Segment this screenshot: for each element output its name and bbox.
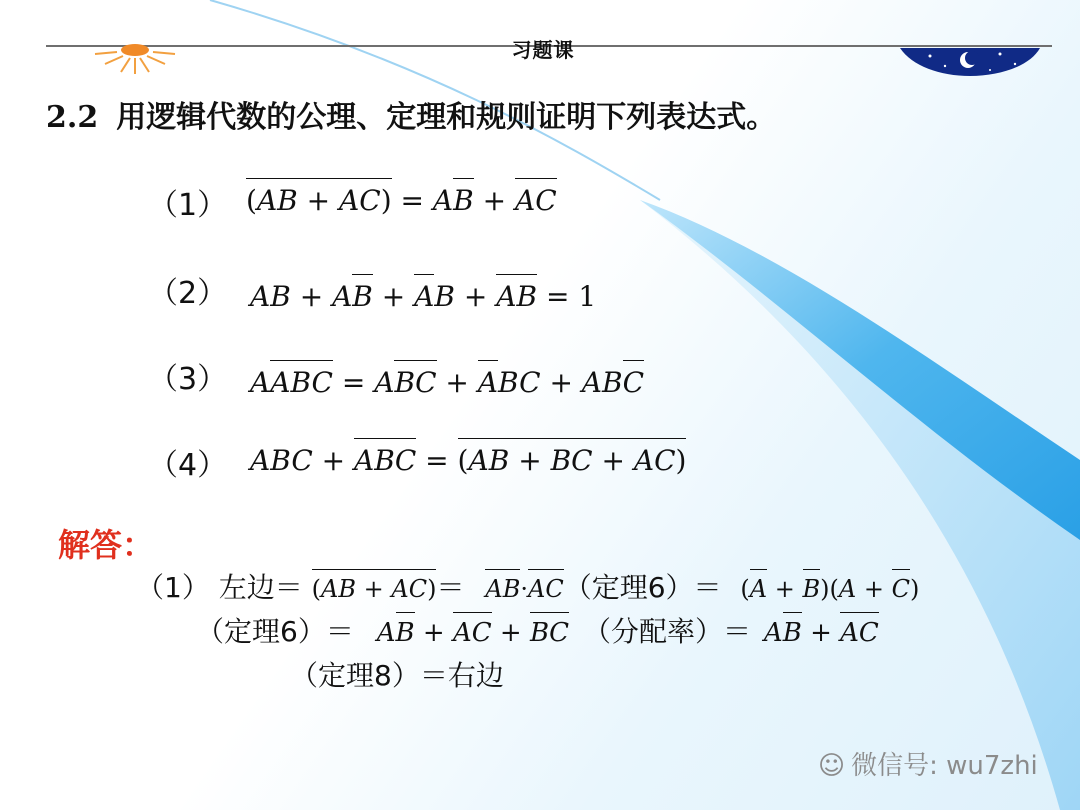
wechat-icon: ☺ [818,751,846,781]
answer-line2-expr1: AB + AC + BC [376,618,569,648]
formula-1: (AB + AC) = AB + AC [246,184,557,217]
problem-number: 2.2 [46,100,99,135]
answer-line1-theorem: （定理6）＝ [563,571,722,604]
answer-line2-prefix: （定理6）＝ [196,615,354,648]
answer-line1-expr2: AB·AC [485,575,564,603]
answer-line-2 [196,610,879,650]
answer-line-1 [136,566,919,606]
answer-line2-law: （分配率）＝ [582,615,751,648]
answer-line1-expr1: (AB + AC) [311,575,437,603]
formula-3: AABC = ABC + ABC + ABC [250,366,645,399]
answer-line1-prefix: （1） 左边＝ [136,571,303,604]
sun-icon [95,44,175,74]
formula-2: AB + AB + AB + AB = 1 [250,280,597,313]
item-label-3: （3） [148,362,228,397]
item-label-1: （1） [148,188,228,223]
item-label-4: （4） [148,448,228,483]
problem-statement: 用逻辑代数的公理、定理和规则证明下列表达式。 [116,100,777,135]
watermark: ☺ 微信号: wu7zhi [818,751,1038,781]
answer-line2-expr2: AB + AC [763,618,879,648]
header-title: 习题课 [511,38,575,62]
formula-4: ABC + ABC = (AB + BC + AC) [250,444,687,477]
item-label-2: （2） [148,276,228,311]
moon-icon [900,48,1040,76]
problem-heading [46,92,776,136]
answer-line1-eq: ＝ [436,571,465,604]
answer-title: 解答： [58,526,155,564]
answer-line1-expr3: (A + B)(A + C) [740,575,920,603]
answer-line-3: （定理8）＝右边 [290,659,504,692]
